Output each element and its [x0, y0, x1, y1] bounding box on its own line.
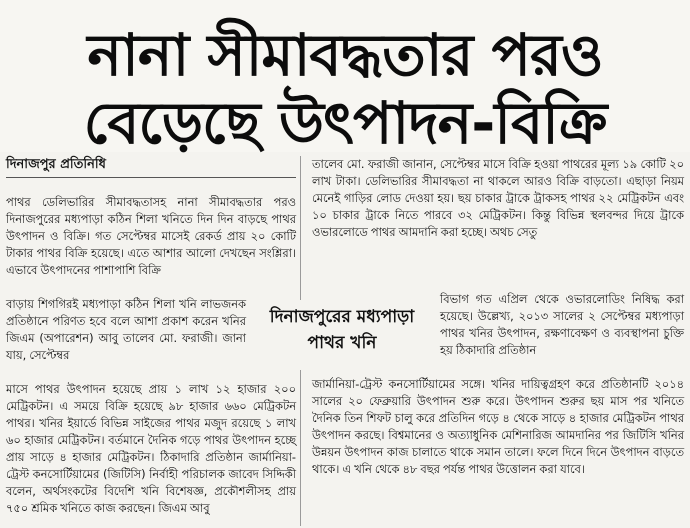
- pull-quote-line-1: দিনাজপুরের মধ্যপাড়া: [269, 307, 415, 327]
- right-column-paragraph-bottom: জার্মানিয়া-ট্রেস্ট কনসোর্টিয়ামের সঙ্গে। খনির দায়িত্বগ্রহণ করে প্রতিষ্ঠানটি ২০১৪ সালের ২০ ফেব্রুয়ারি উৎপাদন শুরু করে। উৎপাদন শুরুর ছয় মাস পর খনিতে দৈনিক তিন শিফট চালু করে প্রতিদিন গড়ে ৪ থেকে সাড়ে ৪ হাজার মেট্রিকটন পাথর উৎপাদন করছে। বিশ্বমানের ও অত্যাধুনিক মেশিনারিজ আমদানির পর জিটিসি খনির উন্নয়ন উৎপাদন কাজ চালাতে থাকে সমান তালে। ফলে দিনে দিনে উৎপাদন বাড়তে থাকে। এ খনি থেকে ৪৮ বছর পর্যন্ত পাথর উত্তোলন করা যাবে।: [312, 377, 684, 476]
- left-column-paragraph-top: পাথর ডেলিভারির সীমাবদ্ধতাসহ নানা সীমাবদ্ধতার পরও দিনাজপুরের মধ্যপাড়া কঠিন শিলা খনিতে দিন দিন বাড়ছে পাথর উৎপাদন ও বিক্রি। গত সেপ্টেম্বর মাসেই রেকর্ড প্রায় ২০ কোটি টাকার পাথর বিক্রি হয়েছে। এতে আশার আলো দেখছেন সংশ্লিরা। এভাবে উৎপাদনের পাশাপাশি বিক্রি: [6, 195, 296, 277]
- headline: [0, 0, 690, 157]
- headline-line-1: নানা সীমাবদ্ধতার পরও: [87, 21, 603, 89]
- left-column-paragraph-bottom: মাসে পাথর উৎপাদন হয়েছে প্রায় ১ লাখ ১২ হাজার ২০০ মেট্রিকটন। এ সময়ে বিক্রি হয়েছে ৯৮ হাজার ৬৬০ মেট্রিকটন পাথর। খনির ইয়ার্ডে বিভিন্ন সাইজের পাথর মজুদ রয়েছে ১ লাখ ৬০ হাজার মেট্রিকটন। বর্তমানে দৈনিক গড়ে পাথর উৎপাদন হচ্ছে প্রায় সাড়ে ৪ হাজার মেট্রিকটন। ঠিকাদারি প্রতিষ্ঠান জার্মানিয়া-ট্রেস্ট কনসোর্টিয়ামের (জিটিসি) নির্বাহী পরিচালক জাবেদ সিদ্দিকী বলেন, অর্থসংকটের বিদেশি খনি বিশেষজ্ঞ, প্রকৌশলীসহ প্রায় ৭৫০ শ্রমিক খনিতে কাজ করছেন। জিএম আবু: [6, 382, 296, 515]
- pull-quote: [248, 300, 436, 370]
- left-column-paragraph-wrap: বাড়ায় শিগগিরই মধ্যপাড়া কঠিন শিলা খনি লাভজনক প্রতিষ্ঠানে পরিণত হবে বলে আশা প্রকাশ করেন খনির জিএম (অপারেশন) আবু তালেব মো. ফরাজী। জানা যায়, সেপ্টেম্বর: [6, 297, 246, 362]
- headline-line-2: বেড়েছে উৎপাদন-বিক্রি: [83, 89, 607, 157]
- pull-quote-line-2: পাথর খনি: [307, 333, 377, 353]
- right-column-paragraph-top: তালেব মো. ফরাজী জানান, সেপ্টেম্বর মাসে বিক্রি হওয়া পাথরের মূল্য ১৯ কোটি ২০ লাখ টাকা। ডেলিভারির সীমাবদ্ধতা না থাকলে আরও বিক্রি বাড়তো। এছাড়া নিয়ম মেনেই গাড়ির লোড দেওয়া হয়। ছয় চাকার ট্রাকে ট্রাকসহ পাথর ২২ মেট্রিকটন এবং ১০ চাকার ট্রাকে নিতে পারবে ৩২ মেট্রিকটন। কিন্তু বিভিন্ন স্থলবন্দর দিয়ে ট্রাকে ওভারলোডে পাথর আমদানি করা হচ্ছে। অথচ সেতু: [312, 157, 684, 239]
- right-column-paragraph-wrap: বিভাগ গত এপ্রিল থেকে ওভারলোডিং নিষিদ্ধ করা হয়েছে। উল্লেখ্য, ২০১৩ সালের ২ সেপ্টেম্বর মধ্যপাড়া পাথর খনির উৎপাদন, রক্ষণাবেক্ষণ ও ব্যবস্থাপনা চুক্তি হয় ঠিকাদারি প্রতিষ্ঠান: [440, 292, 684, 357]
- byline-rule: [6, 177, 296, 178]
- byline: দিনাজপুর প্রতিনিধি: [6, 157, 106, 172]
